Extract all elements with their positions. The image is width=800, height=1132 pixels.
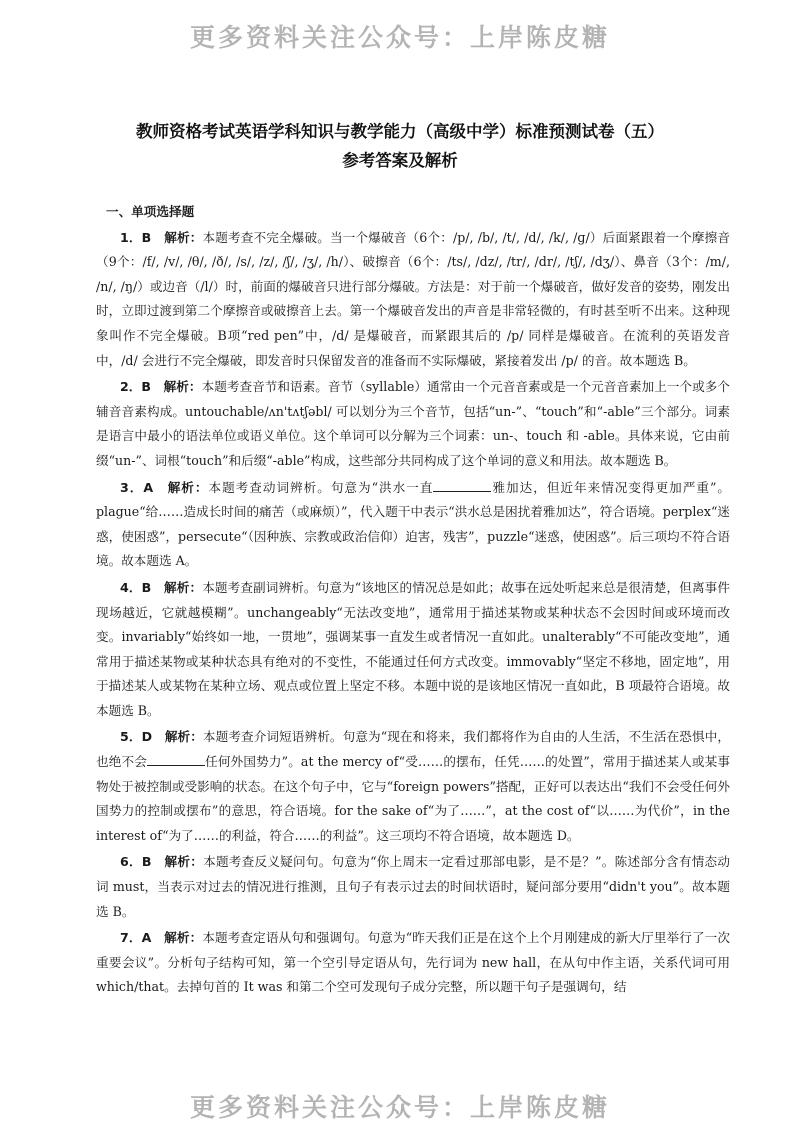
watermark-top: 更多资料关注公众号：上岸陈皮糖 — [189, 23, 610, 52]
answer-text-after: 任何外国势力”。at the mercy of“受……的摆布，任凭……的处置”，常用于描述某人或某事物处于被控制或受影响的状态。在这个句子中，它与“foreign powers”搭配，正好可以表达出“我们不会受任何外国势力的控制或摆布”的意思，符合语境。for the sake of“为了……”，at the cost of“以……为代价”，in the interest of“为了……的利益，符合……的利益”。这三项均不符合语境，故本题选 D。 — [96, 754, 730, 843]
answer-label: 4．B 解析： — [120, 579, 203, 595]
watermark-bottom: 更多资料关注公众号：上岸陈皮糖 — [189, 1093, 610, 1122]
fill-blank — [433, 477, 491, 492]
answer-content — [96, 200, 730, 1002]
answer-item-6 — [96, 850, 730, 924]
answer-label: 5．D 解析： — [120, 729, 203, 745]
answer-label: 3．A 解析： — [120, 479, 209, 495]
answer-text: 本题考查反义疑问句。句意为“你上周末一定看过那部电影，是不是？”。陈述部分含有情态动词 must，当表示对过去的情况进行推测，且句子有表示过去的时间状语时，疑问部分要用“didn't you”。故本题选 B。 — [96, 854, 730, 919]
answer-label: 7．A 解析： — [120, 930, 203, 946]
answer-text-before: 本题考查介词短语辨析。句意为“现在和将来，我们都将作为自由的人生活，不生活在恐惧中，也绝不会 — [96, 729, 730, 770]
answer-item-3 — [96, 476, 730, 574]
document-subtitle: 参考答案及解析 — [342, 151, 458, 170]
section-heading: 一、单项选择题 — [106, 204, 195, 219]
answer-item-4 — [96, 576, 730, 724]
answer-text: 本题考查定语从句和强调句。句意为“昨天我们正是在这个上个月刚建成的新大厅里举行了一次重要会议”。分析句子结构可知，第一个空引导定语从句，先行词为 new hall，在从句中作主语，关系代词可用 which/that。去掉句首的 It was 和第二个空可发现句子成分完整，所以题干句子是强调句，结 — [96, 930, 730, 995]
document-title: 教师资格考试英语学科知识与教学能力（高级中学）标准预测试卷（五） — [136, 122, 664, 141]
answer-text: 本题考查不完全爆破。当一个爆破音（6个：/p/, /b/, /t/, /d/, /k/, /ɡ/）后面紧跟着一个摩擦音（9个：/f/, /v/, /θ/, /ð/, /s/, /z/, /ʃ/, /ʒ/, /h/）、破擦音（6个：/ts/, /dz/, /tr/, /dr/, /tʃ/, /dʒ/）、鼻音（3个：/m/, /n/, /ŋ/）或边音（/l/）时，前面的爆破音只进行部分爆破。方法是：对于前一个爆破音，做好发音的姿势，刚发出时，立即过渡到第二个摩擦音或破擦音上去。第一个爆破音发出的声音是非常轻微的，有时甚至听不出来。这种现象叫作不完全爆破。B项“red pen”中，/d/ 是爆破音，而紧跟其后的 /p/ 同样是爆破音。在流利的英语发音中，/d/ 会进行不完全爆破，即发音时只保留发音的准备而不实际爆破，紧接着发出 /p/ 的音。故本题选 B。 — [96, 229, 730, 368]
answer-text-before: 本题考查动词辨析。句意为“洪水一直 — [208, 479, 434, 495]
answer-text: 本题考查音节和语素。音节（syllable）通常由一个元音音素或是一个元音音素加上一个或多个辅音音素构成。untouchable/ʌn'tʌtʃəbl/ 可以划分为三个音节，包括“un-”、“touch”和“-able”三个部分。词素是语言中最小的语法单位或语义单位。这个单词可以分解为三个词素：un-、touch 和 -able。具体来说，它由前缀“un-”、词根“touch”和后缀“-able”构成，这些部分共同构成了这个单词的意义和用法。故本题选 B。 — [96, 379, 730, 468]
answer-label: 2．B 解析： — [120, 379, 202, 395]
answer-item-5 — [96, 725, 730, 848]
answer-item-2 — [96, 375, 730, 473]
answer-text-after: 雅加达，但近年来情况变得更加严重”。plague“给……造成长时间的痛苦（或麻烦）”，代入题干中表示“洪水总是困扰着雅加达”，符合语境。perplex“迷惑，使困惑”，persecute“（因种族、宗教或政治信仰）迫害，残害”，puzzle“迷惑，使困惑”。后三项均不符合语境。故本题选 A。 — [96, 479, 730, 569]
answer-label: 6．B 解析： — [120, 854, 204, 870]
fill-blank — [147, 751, 205, 766]
answer-item-7 — [96, 926, 730, 1000]
answer-item-1 — [96, 226, 730, 374]
answer-label: 1．B 解析： — [120, 229, 203, 245]
answer-text: 本题考查副词辨析。句意为“该地区的情况总是如此；故事在远处听起来总是很清楚，但离事件现场越近，它就越模糊”。unchangeably“无法改变地”，通常用于描述某物或某种状态不会因时间或环境而改变。invariably“始终如一地，一贯地”，强调某事一直发生或者情况一直如此。unalterably“不可能改变地”，通常用于描述某物或某种状态具有绝对的不变性，不能通过任何方式改变。immovably“坚定不移地，固定地”，用于描述某人或某物在某种立场、观点或位置上坚定不移。本题中说的是该地区情况一直如此，B 项最符合语境。故本题选 B。 — [96, 579, 730, 718]
